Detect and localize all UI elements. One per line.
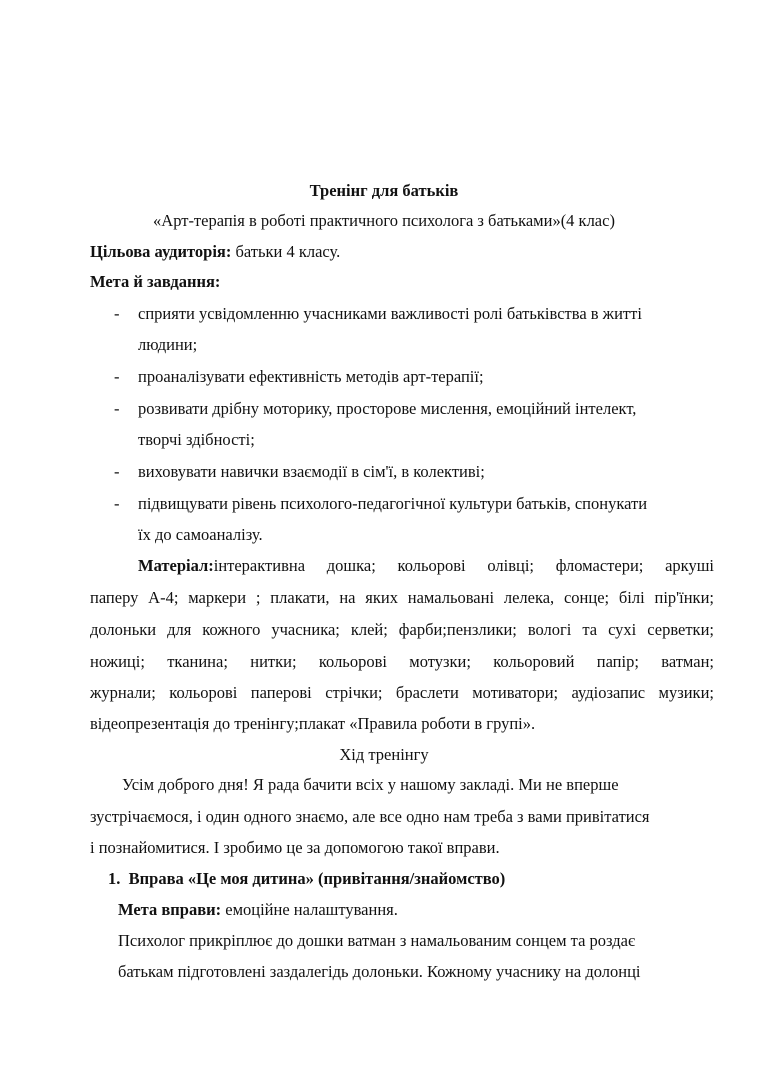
list-bullet: - [114, 367, 120, 386]
material-line: відеопрезентація до тренінгу;плакат «Правила роботи в групі». [90, 714, 536, 733]
exercise-goal: Мета вправи: емоційне налаштування. [118, 900, 398, 919]
intro-line: Усім доброго дня! Я рада бачити всіх у нашому закладі. Ми не вперше [122, 775, 619, 794]
material-line: ножиці; тканина; нитки; кольорові мотузки; кольоровий папір; ватман; [90, 652, 714, 671]
section-heading: Хід тренінгу [339, 745, 429, 764]
list-item: проаналізувати ефективність методів арт-терапії; [138, 367, 484, 386]
list-item-continuation: їх до самоаналізу. [138, 525, 263, 544]
list-item: сприяти усвідомленню учасниками важливості ролі батьківства в житті [138, 304, 642, 323]
list-bullet: - [114, 462, 120, 481]
list-bullet: - [114, 494, 120, 513]
exercise-text: Психолог прикріплює до дошки ватман з намальованим сонцем та роздає [118, 931, 636, 950]
list-item-continuation: людини; [138, 335, 198, 354]
list-item: розвивати дрібну моторику, просторове мислення, емоційний інтелект, [138, 399, 637, 418]
list-item-continuation: творчі здібності; [138, 430, 255, 449]
list-bullet: - [114, 304, 120, 323]
audience-line: Цільова аудиторія: батьки 4 класу. [90, 242, 341, 261]
material-line: Матеріал: інтерактивна дошка; кольорові олівці; фломастери; аркуші [138, 556, 714, 575]
intro-line: зустрічаємося, і один одного знаємо, але все одно нам треба з вами привітатися [90, 807, 650, 826]
material-line: журнали; кольорові паперові стрічки; браслети мотиватори; аудіозапис музики; [90, 683, 714, 702]
list-item: виховувати навички взаємодії в сім'ї, в колективі; [138, 462, 485, 481]
document-title: Тренінг для батьків [309, 181, 459, 200]
list-item: підвищувати рівень психолого-педагогічної культури батьків, спонукати [138, 494, 648, 513]
goals-heading: Мета й завдання: [90, 272, 221, 291]
exercise-text: батькам підготовлені заздалегідь долоньки. Кожному учаснику на долонці [118, 962, 641, 981]
list-bullet: - [114, 399, 120, 418]
exercise-heading: 1. Вправа «Це моя дитина» (привітання/знайомство) [108, 869, 506, 888]
intro-line: і познайомитися. І зробимо це за допомогою такої вправи. [90, 838, 500, 857]
document-subtitle: «Арт-терапія в роботі практичного психолога з батьками»(4 клас) [153, 211, 615, 230]
material-line: долоньки для кожного учасника; клей; фарби;пензлики; вологі та сухі серветки; [90, 620, 714, 639]
material-line: паперу А-4; маркери ; плакати, на яких намальовані лелека, сонце; білі пір'їнки; [90, 588, 714, 607]
